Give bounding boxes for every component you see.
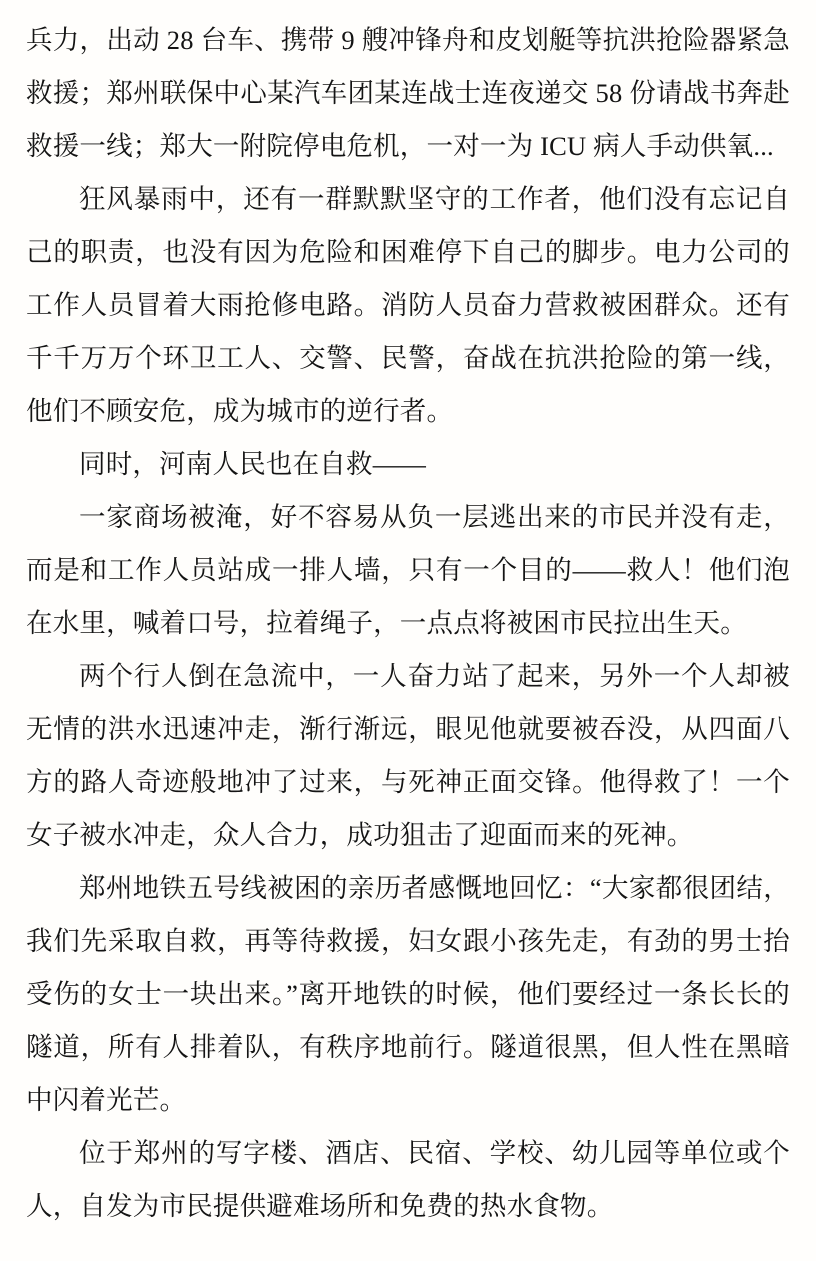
- paragraph-pedestrians: 两个行人倒在急流中，一人奋力站了起来，另外一个人却被无情的洪水迅速冲走，渐行渐远，眼见他就要被吞没，从四面八方的路人奇迹般地冲了过来，与死神正面交锋。他得救了！一个女子被水冲走，众人合力，成功狙击了迎面而来的死神。: [26, 661, 790, 850]
- paragraph-mall-rescue: 一家商场被淹，好不容易从负一层逃出来的市民并没有走，而是和工作人员站成一排人墙，只有一个目的——救人！他们泡在水里，喊着口号，拉着绳子，一点点将被困市民拉出生天。: [26, 502, 790, 638]
- paragraph-shelter-offers: 位于郑州的写字楼、酒店、民宿、学校、幼儿园等单位或个人，自发为市民提供避难场所和免费的热水食物。: [26, 1138, 790, 1221]
- paragraph-subway-line5: 郑州地铁五号线被困的亲历者感慨地回忆：“大家都很团结，我们先采取自救，再等待救援，妇女跟小孩先走，有劲的男士抬受伤的女士一块出来。”离开地铁的时候，他们要经过一条长长的隧道，所有人排着队，有秩序地前行。隧道很黑，但人性在黑暗中闪着光芒。: [26, 873, 790, 1115]
- document-body: [26, 14, 790, 1233]
- paragraph-continued: 兵力，出动 28 台车、携带 9 艘冲锋舟和皮划艇等抗洪抢险器紧急救援；郑州联保中心某汽车团某连战士连夜递交 58 份请战书奔赴救援一线；郑大一附院停电危机，一对一为 ICU 病人手动供氧...: [26, 25, 790, 161]
- paragraph-workers: 狂风暴雨中，还有一群默默坚守的工作者，他们没有忘记自己的职责，也没有因为危险和困难停下自己的脚步。电力公司的工作人员冒着大雨抢修电路。消防人员奋力营救被困群众。还有千千万万个环卫工人、交警、民警，奋战在抗洪抢险的第一线，他们不顾安危，成为城市的逆行者。: [26, 184, 790, 426]
- paragraph-selfrescue-intro: 同时，河南人民也在自救——: [79, 449, 427, 479]
